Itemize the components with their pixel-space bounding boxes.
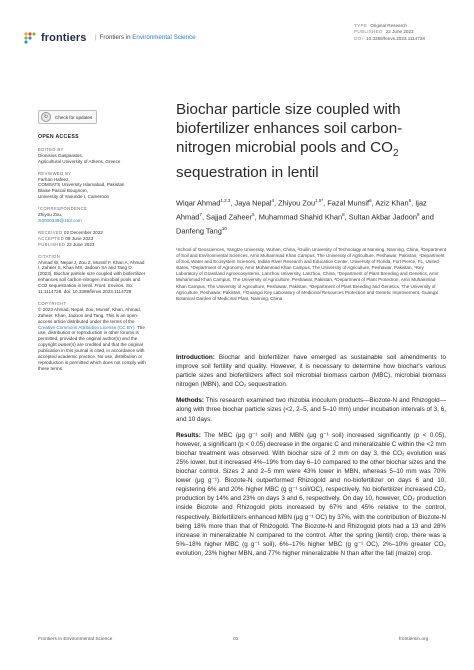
page-number: 01 (233, 637, 239, 642)
received-label: RECEIVED (38, 229, 63, 235)
reviewer-1-name: Farhan Hafeez, (38, 176, 70, 182)
title-line-1: Biochar particle size coupled with (176, 101, 401, 118)
author-affiliation-marker: 9 (416, 212, 420, 218)
type-value: Original Research (370, 23, 407, 28)
correspondent-name: Zhiyou Zou, (38, 212, 63, 218)
footer-journal: Frontiers in Environmental Science (38, 637, 113, 642)
author-list: Wiqar Ahmad$^{1,2,3}$, Jaya Nepal$^4$, Zhiyou Zou$^{1,5*}$, Fazal Munsif$^6$, Aziz Khan$^6$, Ijaz Ahmad$^7$, Sajjad Zaheer$^5$, Muhammad Shahid Khan$^8$, Sultan Akbar Jadoon$^9$ and Danfeng Tang$^{10}$ (176, 198, 434, 236)
affiliations: ¹School of Geosciences, Yangtze University, Wuhan, China, ²Guilin University of Technology at Nanning, Nanning, China, ³Department of Soil and Environmental Sciences, Amir Muhammad Khan Campus, The University of Agriculture, Peshawar, Pakistan, ⁴Department of Soil, Water and Ecosystem Sciences, Indian River Research and Education Center, University of Florida, Fort Pierce, FL, United states, ⁵Department of Agronomy, Amir Muhammad Khan Campus, The University of Agriculture, Peshawar, Pakistan, ⁶Key Laboratory of Grassland Agroecosystems, Lanzhou University, Lanzhou, China, ⁷Department of Plant Breeding and Genetics, Amir Muhammad Khan Campus, The University of Agriculture, Peshawar, Pakistan, ⁸Department of Plant Protection, Amir Muhammad Khan Campus, The University of Agriculture, Peshawar, Pakistan, ⁹Department of Plant Breeding and Genetics, The University of Agriculture, Peshawar, Pakistan, ¹⁰Guangxi Key Laboratory of Medicinal Resources Protection and Genetic Improvement, Guangxi Botanical Garden of Medicinal Plant, Nanning, China (176, 247, 447, 301)
author-affiliation-marker: 8 (342, 212, 345, 218)
author-affiliation-marker: 6 (408, 198, 412, 203)
citation-journal: Front. Environ. Sci. (94, 283, 134, 289)
journal-prefix: Frontiers in (99, 34, 131, 41)
reviewed-by-label: REVIEWED BY (38, 170, 72, 176)
author-affiliation-marker: 4 (271, 198, 274, 203)
journal-name[interactable]: Environmental Science (132, 34, 196, 41)
cc-by-license-link[interactable]: Creative Commons Attribution License (CC BY). (38, 324, 136, 330)
copyright-text-b: The use, distribution or reproduction in other forums is permitted, provided the original author(s) and the copyright owner(s) are credited and that the original publication in this journal is cited, in accordance with accepted academic practice. No use, distribution or reproduction is permitted which does not comply with these terms. (38, 324, 146, 371)
author-name[interactable]: Danfeng Tang (176, 226, 222, 236)
reviewer-1-affil: COMSATS University Islamabad, Pakistan (38, 182, 125, 188)
abstract-methods (176, 396, 446, 423)
author-affiliation-marker: 5 (252, 212, 255, 218)
author-name[interactable]: Fazal Munsif (327, 198, 370, 208)
abstract (176, 353, 446, 565)
methods-text: This research examined two rhizobia inoculum products—Biozote-N and Rhizogold—along with three biochar particle sizes (<2, 2–5, and 5–10 mm) under incubation intervals of 3, 6, and 10 days. (176, 397, 446, 423)
footer-site-link[interactable]: frontiersin.org (399, 637, 429, 642)
abstract-results (176, 431, 446, 558)
title-line-2: biofertilizer enhances soil carbon- (176, 120, 403, 137)
accepted-value: 09 June 2023 (65, 235, 94, 241)
author-name[interactable]: Zhiyou Zou (278, 198, 316, 208)
editor-affil: Agricultural University of Athens, Greece (38, 158, 121, 164)
author-name[interactable]: Aziz Khan (375, 198, 409, 208)
refresh-icon: ↻ (41, 112, 51, 122)
sidebar-info (38, 135, 146, 372)
doi-value[interactable]: 10.3389/fenvs.2023.1114728 (366, 35, 425, 41)
author-name[interactable]: Ijaz Ahmad (176, 198, 427, 222)
author-name[interactable]: Jaya Nepal (234, 198, 272, 208)
results-text: The MBC (μg g⁻¹ soil) and MBN (μg g⁻¹ soil) increased significantly (p < 0.05), however, a significant (p < 0.05) decrease in the organic C and mineralizable C within the <2 mm biochar treatment was observed. With biochar size of 2 mm on day 3, the CO₂ evolution was 25% lower, but it increased 4%–19% from day 6–10 compared to the other biochar sizes and the biochar control. Sizes 2 and 2–5 mm were 43% lower in MBN, whereas 5–10 mm was 70% lower (μg g⁻¹). Biozote-N outperformed Rhizogold and no-biofertilizer on days 6 and 10, registering 6% and 20% higher MBC (g g⁻¹ soil/OC), respectively. No biofertilizer increased CO₂ production by 14% and 23% on days 3 and 6, respectively. On day 10, however, CO₂ production inside Biozote and Rhizogold plots increased by 67% and 45% relative to the control, respectively. Biofertilizers enhanced MBN (μg g⁻¹ OC) by 37%, with the contribution of Biozote-N being 18% more than that of Rhizogold. The Biozote-N and Rhizogold plots had a 13 and 28% increase in mineralizable N compared to the control. After the spring (lentil) crop, there was a 5%–18% higher MBC (g g⁻¹ soil), 6%–17% higher MBC (g g⁻¹ OC), 2%–10% greater CO₂ evolution, 23% higher MBN, and 77% higher mineralizable N than after the fall (maize) crop. (176, 431, 446, 557)
check-for-updates-label: Check for updates (55, 114, 93, 120)
copyright-body (38, 307, 146, 372)
journal-line: | Frontiers in Environmental Science (95, 34, 196, 41)
title-subscript: 2 (392, 148, 399, 160)
title-line-3 (176, 138, 446, 163)
check-for-updates-button[interactable] (38, 110, 97, 124)
open-access-label: OPEN ACCESS (38, 134, 79, 140)
published-value-side: 22 June 2023 (66, 241, 95, 247)
title-line-4: sequestration in lentil (176, 164, 319, 182)
frontiers-logo[interactable] (23, 31, 87, 45)
author-affiliation-marker: 7 (199, 212, 202, 218)
author-name[interactable]: Sajjad Zaheer (206, 212, 253, 222)
copyright-text-a: © 2023 Ahmad, Nepal, Zou, Munsif, Khan, Ahmad, Zaheer, Khan, Jadoon and Tang. This is an open-access article distributed under the terms of the (38, 306, 141, 324)
abstract-introduction (176, 353, 446, 389)
methods-label: Methods: (176, 397, 204, 405)
accepted-label: ACCEPTED (38, 235, 65, 241)
citation-label: CITATION (38, 253, 61, 259)
type-label: TYPE (354, 23, 368, 28)
article-meta (354, 23, 425, 42)
author-affiliation-marker: 1,5* (315, 198, 324, 203)
doi-label: DOI (354, 35, 364, 41)
edited-by-label: EDITED BY (38, 146, 64, 152)
reviewer-2-affil: University of Yaounde I, Cameroon (38, 194, 110, 200)
citation-body (38, 260, 146, 295)
author-affiliation-marker: 10 (221, 226, 227, 232)
author-affiliation-marker: 1,2,3 (220, 198, 231, 203)
author-affiliation-marker: 6 (369, 198, 372, 203)
correspondent-email[interactable]: zt0000339@163.com (38, 217, 82, 223)
brand-name: frontiers (41, 32, 87, 44)
copyright-label: COPYRIGHT (38, 300, 67, 306)
editor-name: Dionisios Gasparatos, (38, 152, 83, 158)
reviewer-2-name: Blaise Pascal Bougnom, (38, 188, 88, 194)
author-name[interactable]: Muhammad Shahid Khan (258, 212, 343, 222)
published-label: PUBLISHED (354, 29, 383, 35)
received-value: 02 December 2022 (63, 229, 103, 235)
title-line-3-text: nitrogen microbial pools and CO (176, 139, 393, 156)
introduction-text: Biochar and biofertilizer have emerged as sustainable soil amendments to improve soil fertility and quality. However, it is necessary to determine how biochar's various particle sizes and biofertilizers affect soil microbial biomass carbon (MBC), microbial biomass nitrogen (MBN), and CO₂ sequestration. (176, 354, 446, 389)
correspondence-label: *CORRESPONDENCE (38, 206, 88, 212)
frontiers-logo-icon (23, 31, 37, 45)
citation-end: 11:1114728. doi: 10.3389/fenvs.2023.1114728 (38, 289, 132, 295)
citation-text: Ahmad W, Nepal J, Zou Z, Munsif F, Khan A, Ahmad I, Zaheer S, Khan MS, Jadoon SA and Tang D (2023). Biochar particle size coupled with biofertilizer enhances soil carbon-nitrogen microbial pools and CO2 sequestration in lentil. (38, 259, 146, 289)
introduction-label: Introduction: (176, 354, 215, 361)
article-title (176, 100, 446, 182)
author-name[interactable]: Sultan Akbar Jadoon (348, 212, 417, 222)
results-label: Results: (176, 431, 201, 439)
author-name[interactable]: Wiqar Ahmad (176, 198, 221, 208)
published-value: 22 June 2023 (385, 29, 414, 35)
published-label-side: PUBLISHED (38, 241, 66, 247)
